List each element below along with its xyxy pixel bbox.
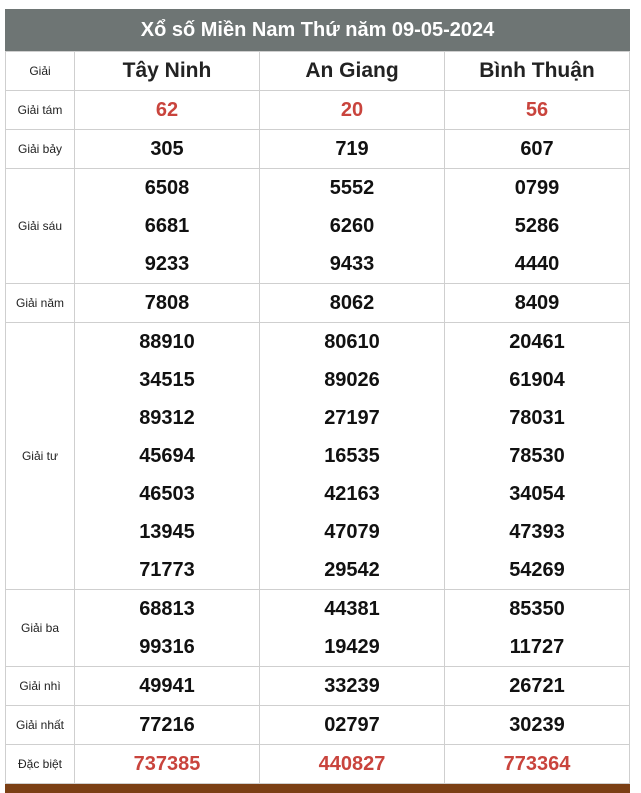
results-title: Xổ số Miền Nam Thứ năm 09-05-2024 [5,9,630,51]
province-header-1: Tây Ninh [75,52,260,91]
prize-cell [75,590,260,667]
prize-number: 89312 [139,407,195,429]
prize-number: 34515 [139,369,195,391]
province-header-2: An Giang [260,52,445,91]
province-header-3: Bình Thuận [445,52,630,91]
prize-cell [260,284,445,323]
prize-number: 737385 [133,753,201,775]
prize-cell [445,284,630,323]
prize-cell [260,323,445,590]
prize-cell [445,667,630,706]
prize-number: 6260 [329,215,375,237]
prize-row [6,667,630,706]
prize-number: 54269 [509,559,565,581]
prize-number: 11727 [509,636,565,658]
prize-row [6,745,630,784]
prize-label: Giải ba [6,590,75,667]
prize-number: 62 [155,99,179,121]
prize-number: 49941 [139,675,195,697]
prize-cell [445,130,630,169]
prize-cell [260,706,445,745]
prize-number: 0799 [514,177,560,199]
prize-header-label: Giải [6,52,75,91]
prize-cell [445,169,630,284]
prize-number: 80610 [324,331,380,353]
prize-number: 78031 [509,407,565,429]
prize-cell [260,169,445,284]
prize-cell [75,745,260,784]
bottom-bar [5,784,630,793]
prize-number: 773364 [503,753,571,775]
prize-cell [445,323,630,590]
prize-number: 607 [520,138,554,160]
prize-number: 29542 [324,559,380,581]
prize-number: 16535 [324,445,380,467]
prize-number: 45694 [139,445,195,467]
prize-number: 33239 [324,675,380,697]
prize-number: 68813 [139,598,195,620]
prize-label: Giải bảy [6,130,75,169]
prize-cell [445,745,630,784]
prize-number: 719 [335,138,369,160]
prize-cell [75,91,260,130]
prize-number: 13945 [139,521,195,543]
prize-label: Giải tám [6,91,75,130]
prize-number: 47393 [509,521,565,543]
prize-number: 27197 [324,407,380,429]
prize-number: 88910 [139,331,195,353]
results-panel [5,9,630,793]
prize-number: 8409 [514,292,560,314]
prize-cell [260,130,445,169]
prize-number: 77216 [139,714,195,736]
prize-number: 9433 [329,253,375,275]
prize-cell [260,91,445,130]
prize-number: 20 [340,99,364,121]
prize-label: Đặc biệt [6,745,75,784]
prize-number: 8062 [329,292,375,314]
prize-cell [445,706,630,745]
prize-number: 6508 [144,177,190,199]
header-row [6,52,630,91]
prize-number: 7808 [144,292,190,314]
prize-cell [75,169,260,284]
prize-number: 5552 [329,177,375,199]
prize-row [6,323,630,590]
prize-number: 71773 [139,559,195,581]
prize-cell [75,706,260,745]
prize-row [6,706,630,745]
prize-label: Giải sáu [6,169,75,284]
prize-number: 61904 [509,369,565,391]
prize-number: 46503 [139,483,195,505]
prize-number: 85350 [509,598,565,620]
prize-cell [260,590,445,667]
prize-label: Giải tư [6,323,75,590]
prize-number: 5286 [514,215,560,237]
prize-number: 56 [525,99,549,121]
prize-number: 9233 [144,253,190,275]
prize-cell [445,91,630,130]
results-table [5,51,630,784]
prize-number: 30239 [509,714,565,736]
prize-number: 20461 [509,331,565,353]
prize-label: Giải nhất [6,706,75,745]
prize-number: 34054 [509,483,565,505]
prize-row [6,590,630,667]
prize-row [6,169,630,284]
prize-number: 42163 [324,483,380,505]
prize-cell [75,130,260,169]
prize-cell [75,323,260,590]
prize-cell [260,667,445,706]
prize-number: 99316 [139,636,195,658]
prize-number: 4440 [514,253,560,275]
prize-cell [75,284,260,323]
prize-row [6,130,630,169]
prize-label: Giải năm [6,284,75,323]
prize-cell [445,590,630,667]
prize-number: 6681 [144,215,190,237]
prize-cell [260,745,445,784]
prize-number: 89026 [324,369,380,391]
prize-row [6,91,630,130]
prize-label: Giải nhì [6,667,75,706]
prize-number: 19429 [324,636,380,658]
prize-number: 26721 [509,675,565,697]
prize-cell [75,667,260,706]
prize-row [6,284,630,323]
prize-number: 78530 [509,445,565,467]
prize-number: 440827 [318,753,386,775]
prize-number: 47079 [324,521,380,543]
prize-number: 44381 [324,598,380,620]
prize-number: 02797 [324,714,380,736]
prize-number: 305 [150,138,184,160]
